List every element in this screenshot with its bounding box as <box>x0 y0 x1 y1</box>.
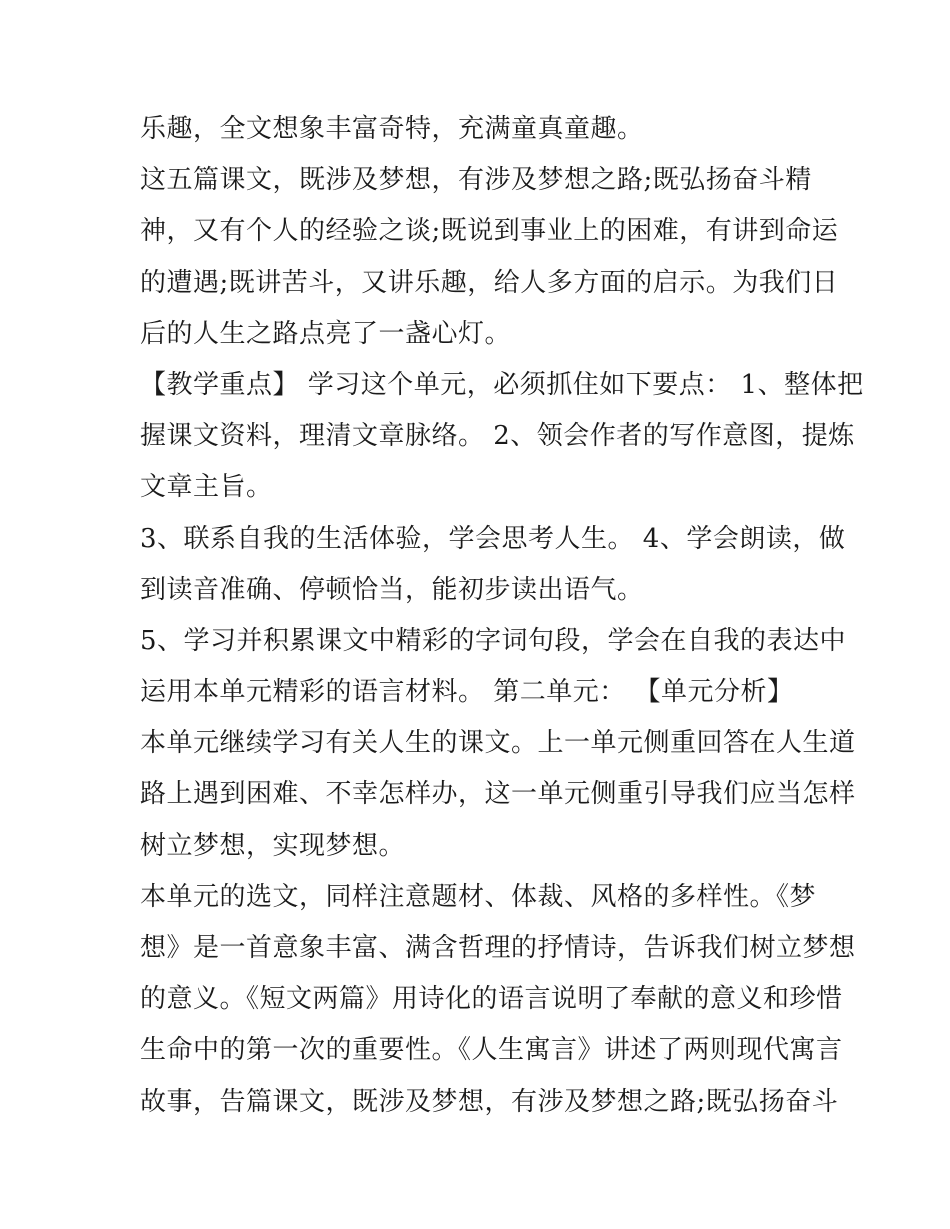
text-line: 【教学重点】 学习这个单元，必须抓住如下要点： 1、整体把 <box>140 369 864 400</box>
text-line: 乐趣，全文想象丰富奇特，充满童真童趣。 <box>140 114 644 144</box>
text-line: 想》是一首意象丰富、满含哲理的抒情诗，告诉我们树立梦想 <box>140 933 856 963</box>
text-line: 3、联系自我的生活体验，学会思考人生。 4、学会朗读，做 <box>140 523 846 554</box>
text-line: 路上遇到困难、不幸怎样办，这一单元侧重引导我们应当怎样 <box>140 779 856 810</box>
text-line: 5、学习并积累课文中精彩的字词句段，学会在自我的表达中 <box>140 625 847 656</box>
text-line: 的遭遇;既讲苦斗，又讲乐趣，给人多方面的启示。为我们日 <box>140 267 839 298</box>
text-line: 本单元继续学习有关人生的课文。上一单元侧重回答在人生道 <box>140 728 856 759</box>
text-line: 文章主旨。 <box>140 472 273 503</box>
text-line: 这五篇课文，既涉及梦想，有涉及梦想之路;既弘扬奋斗精 <box>140 165 812 196</box>
text-line: 神，又有个人的经验之谈;既说到事业上的困难，有讲到命运 <box>140 216 839 247</box>
text-line: 的意义。《短文两篇》用诗化的语言说明了奉献的意义和珍惜 <box>140 984 843 1015</box>
text-line: 到读音准确、停顿恰当，能初步读出语气。 <box>140 574 644 605</box>
text-line: 故事，告篇课文，既涉及梦想，有涉及梦想之路;既弘扬奋斗 <box>140 1086 839 1117</box>
text-line: 本单元的选文，同样注意题材、体裁、风格的多样性。《梦 <box>140 881 817 912</box>
body-text <box>140 104 864 1128</box>
text-line: 后的人生之路点亮了一盏心灯。 <box>140 318 512 349</box>
text-line: 树立梦想，实现梦想。 <box>140 830 406 861</box>
text-line: 运用本单元精彩的语言材料。 第二单元： 【单元分析】 <box>140 677 794 708</box>
text-line: 生命中的第一次的重要性。《人生寓言》讲述了两则现代寓言 <box>140 1035 843 1066</box>
text-line: 握课文资料，理清文章脉络。 2、领会作者的写作意图，提炼 <box>140 421 855 452</box>
